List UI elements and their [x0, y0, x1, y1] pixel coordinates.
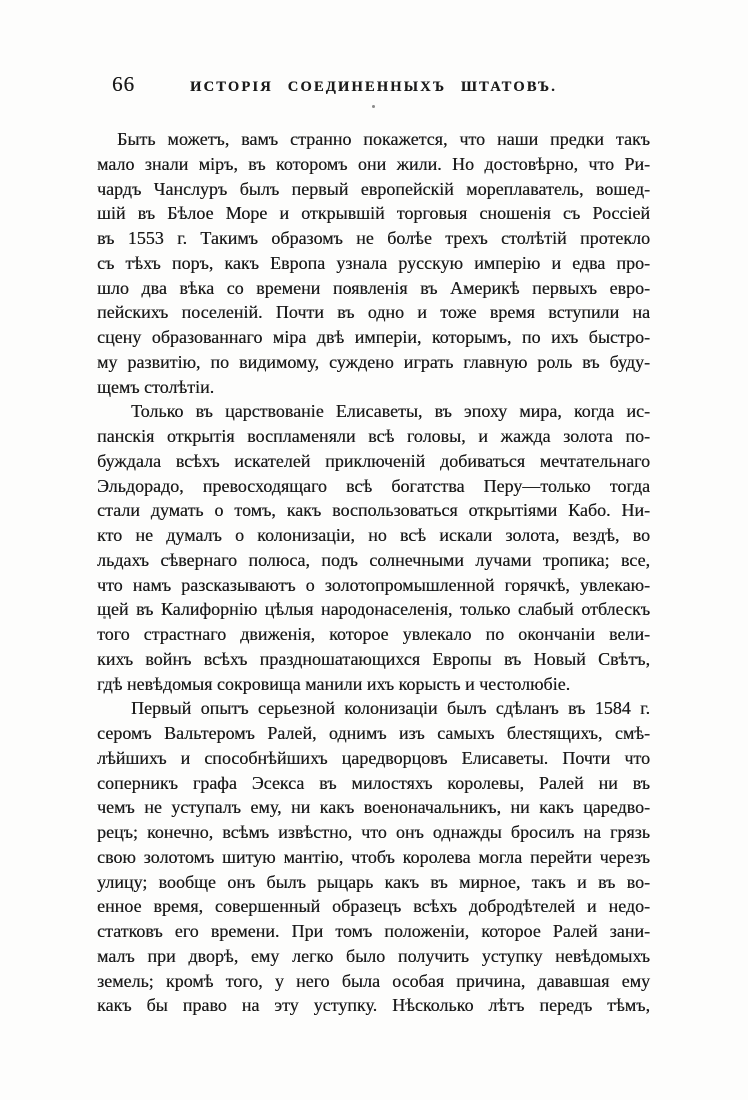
- text-line: земель; кромѣ того, у него была особая причина, дававшая ему: [97, 970, 650, 991]
- text-line: кто не думалъ о колонизаціи, но всѣ искали золота, вездѣ, во: [97, 525, 650, 545]
- paragraph-3: [97, 696, 650, 1018]
- text-line: мало знали міръ, въ которомъ они жили. Но достовѣрно, что Ри-: [97, 153, 650, 174]
- text-line: енное время, совершенный образецъ всѣхъ добродѣтелей и недо-: [97, 896, 650, 917]
- text-line: Первый опытъ серьезной колонизаціи былъ сдѣланъ въ 1584 г.: [131, 698, 650, 719]
- page-text: [97, 127, 650, 1018]
- text-line: чардъ Чанслуръ былъ первый европейскій мореплаватель, вошед-: [97, 178, 650, 199]
- text-line: серомъ Вальтеромъ Ралей, однимъ изъ самыхъ блестящихъ, смѣ-: [97, 723, 650, 743]
- text-line: въ 1553 г. Такимъ образомъ не болѣе трехъ столѣтій протекло: [97, 228, 650, 248]
- text-line: щей въ Калифорнію цѣлыя народонаселенія, только слабый отблескъ: [97, 599, 650, 620]
- text-line: щемъ столѣтіи.: [97, 376, 215, 397]
- page-number: 66: [112, 72, 135, 96]
- paragraph-2: [97, 399, 650, 696]
- text-line: Быть можетъ, вамъ странно покажется, что наши предки такъ: [117, 129, 650, 149]
- text-line: шій въ Бѣлое Море и открывшій торговыя сношенія съ Россіей: [97, 203, 650, 224]
- text-line: съ тѣхъ поръ, какъ Европа узнала русскую имперію и едва про-: [97, 252, 650, 273]
- text-line: какъ бы право на эту уступку. Нѣсколько лѣтъ передъ тѣмъ,: [97, 995, 650, 1016]
- text-line: чемъ не уступалъ ему, ни какъ военоначальникъ, ни какъ царедво-: [97, 797, 650, 818]
- text-line: лѣйшихъ и способнѣйшихъ царедворцовъ Елисаветы. Почти что: [97, 747, 650, 768]
- text-line: Только въ царствованіе Елисаветы, въ эпоху мира, когда ис-: [131, 401, 650, 422]
- paragraph-1: [97, 127, 650, 399]
- text-line: свою золотомъ шитую мантію, чтобъ королева могла перейти черезъ: [97, 846, 650, 867]
- text-line: Эльдорадо, превосходящаго всѣ богатства Перу—только тогда: [97, 475, 650, 496]
- text-line: статковъ его времени. При томъ положеніи, которое Ралей зани-: [97, 921, 650, 941]
- text-line: льдахъ сѣвернаго полюса, подъ солнечными лучами тропика; все,: [97, 549, 650, 570]
- text-line: малъ при дворѣ, ему легко было получить уступку невѣдомыхъ: [97, 945, 650, 966]
- text-line: му развитію, по видимому, суждено играть главную роль въ буду-: [97, 351, 650, 372]
- text-line: панскія открытія воспламеняли всѣ головы, и жажда золота по-: [97, 426, 650, 446]
- text-line: того страстнаго движенія, которое увлекало по окончаніи вели-: [97, 624, 650, 644]
- text-line: буждала всѣхъ искателей приключеній добиваться мечтательнаго: [97, 450, 650, 471]
- text-line: шло два вѣка со времени появленія въ Америкѣ первыхъ евро-: [97, 277, 650, 298]
- text-line: кихъ войнъ всѣхъ праздношатающихся Европы въ Новый Свѣтъ,: [97, 648, 650, 669]
- text-line: стали думать о томъ, какъ воспользоваться открытіями Кабо. Ни-: [97, 500, 650, 521]
- text-line: гдѣ невѣдомыя сокровища манили ихъ корысть и честолюбіе.: [97, 673, 571, 694]
- text-line: сцену образованнаго міра двѣ имперіи, которымъ, по ихъ быстро-: [97, 327, 650, 347]
- text-line: улицу; вообще онъ былъ рыцарь какъ въ мирное, такъ и въ во-: [97, 871, 650, 892]
- text-line: пейскихъ поселеній. Почти въ одно и тоже время вступили на: [97, 302, 650, 323]
- text-line: рецъ; конечно, всѣмъ извѣстно, что онъ однажды бросилъ на грязь: [97, 822, 650, 842]
- running-title: ИСТОРІЯ СОЕДИНЕННЫХЪ ШТАТОВЪ.: [190, 79, 557, 95]
- text-line: соперникъ графа Эсекса въ милостяхъ королевы, Ралей ни въ: [97, 772, 650, 793]
- text-line: что намъ разсказываютъ о золотопромышленной горячкѣ, увлекаю-: [97, 574, 650, 595]
- print-artifact-dot: [372, 105, 375, 108]
